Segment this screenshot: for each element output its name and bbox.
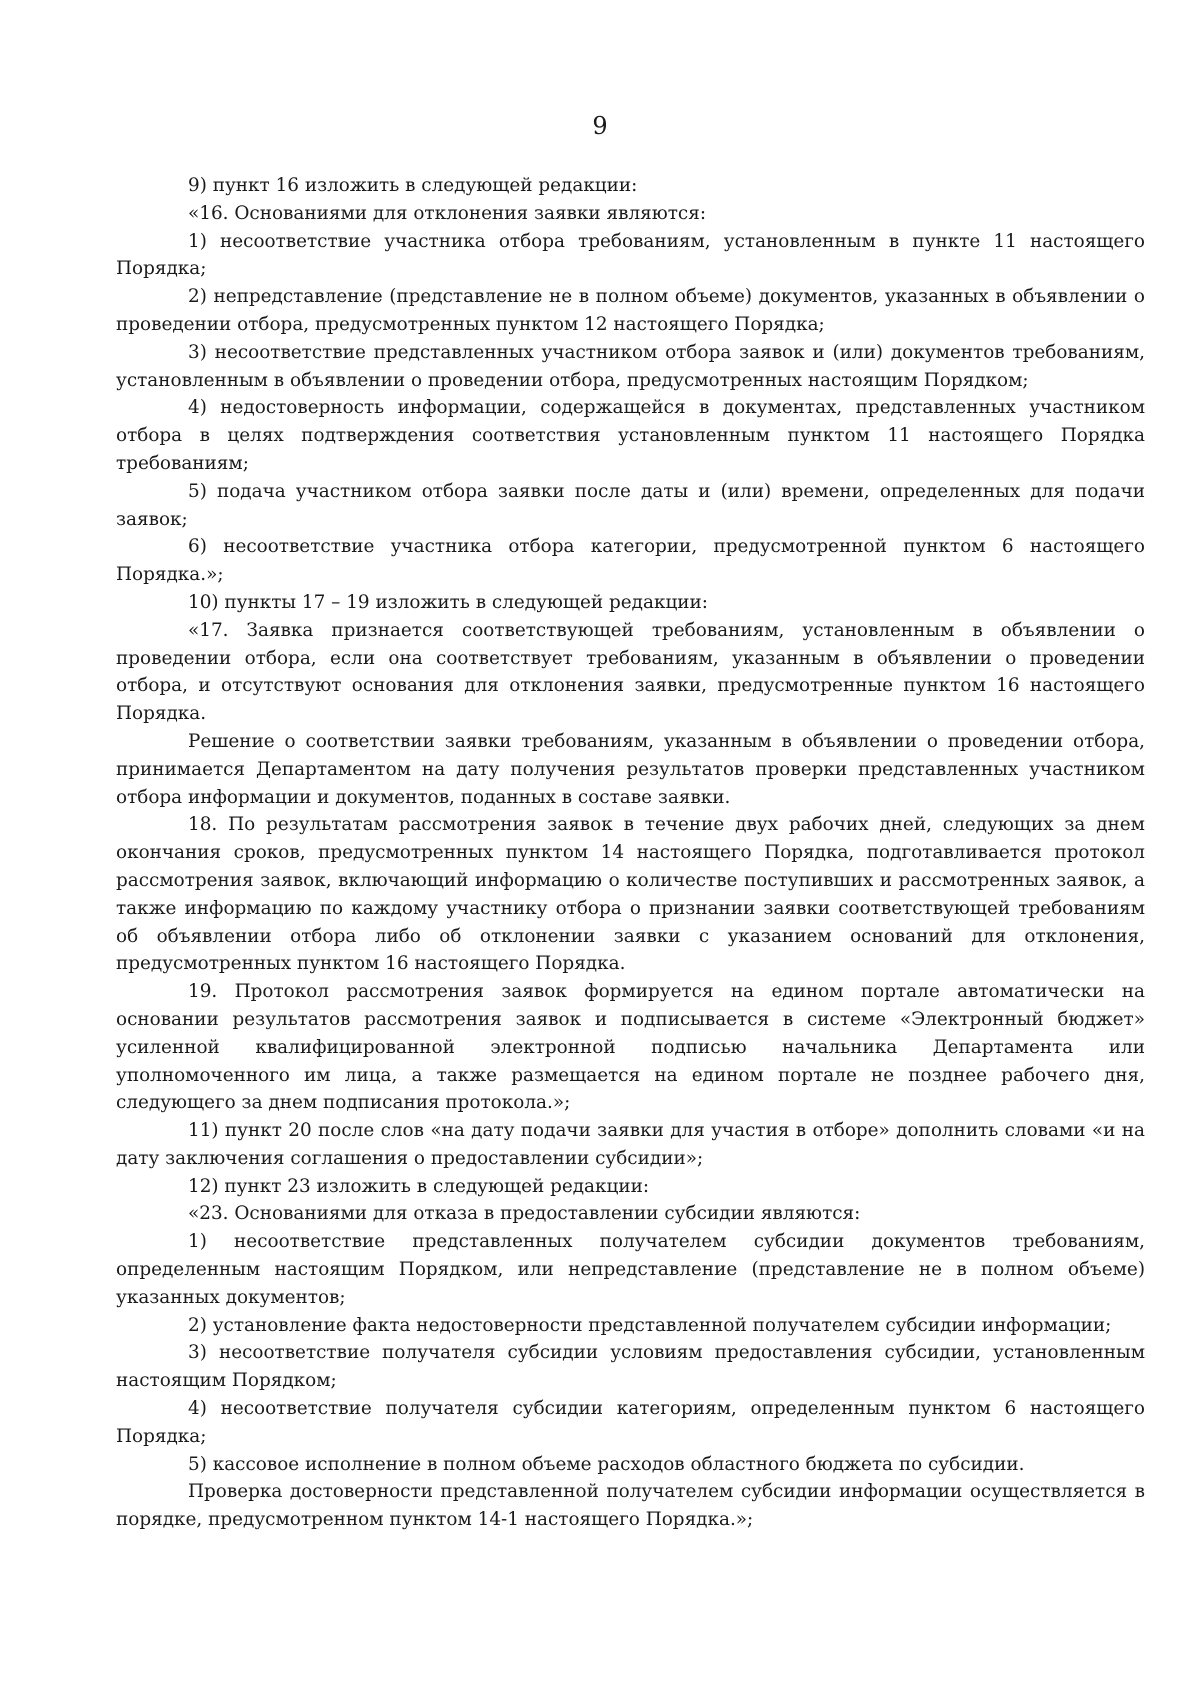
paragraph: 4) недостоверность информации, содержащейся в документах, представленных участником отбора в целях подтверждения соответствия установленным пунктом 11 настоящего Порядка требованиям; bbox=[116, 397, 1145, 474]
paragraph: 5) кассовое исполнение в полном объеме расходов областного бюджета по субсидии. bbox=[188, 1453, 1025, 1475]
paragraph: 6) несоответствие участника отбора категории, предусмотренной пунктом 6 настоящего Порядка.»; bbox=[116, 536, 1145, 586]
paragraph: 18. По результатам рассмотрения заявок в течение двух рабочих дней, следующих за днем окончания сроков, предусмотренных пунктом 14 настоящего Порядка, подготавливается протокол рассмотрения заявок, включающий информацию о количестве поступивших и рассмотренных заявок, а также информацию по каждому участнику отбора о признании заявки соответствующей требованиям об объявлении отбора либо об отклонении заявки с указанием оснований для отклонения, предусмотренных пунктом 16 настоящего Порядка. bbox=[116, 814, 1145, 975]
paragraph: «16. Основаниями для отклонения заявки являются: bbox=[188, 202, 707, 224]
paragraph: 4) несоответствие получателя субсидии категориям, определенным пунктом 6 настоящего Порядка; bbox=[116, 1398, 1145, 1447]
paragraph: 5) подача участником отбора заявки после даты и (или) времени, определенных для подачи заявок; bbox=[116, 480, 1145, 530]
paragraph: «23. Основаниями для отказа в предоставлении субсидии являются: bbox=[188, 1203, 861, 1225]
paragraph: 1) несоответствие представленных получателем субсидии документов требованиям, определенным настоящим Порядком, или непредставление (представление не в полном объеме) указанных документов; bbox=[116, 1231, 1145, 1308]
page-number: 9 bbox=[592, 112, 608, 140]
paragraph: Решение о соответствии заявки требованиям, указанным в объявлении о проведении отбора, принимается Департаментом на дату получения результатов проверки представленных участником отбора информации и документов, поданных в составе заявки. bbox=[116, 730, 1145, 808]
paragraph: 3) несоответствие получателя субсидии условиям предоставления субсидии, установленным настоящим Порядком; bbox=[116, 1342, 1145, 1392]
paragraph: 12) пункт 23 изложить в следующей редакции: bbox=[188, 1175, 650, 1197]
paragraph: 19. Протокол рассмотрения заявок формируется на едином портале автоматически на основании результатов рассмотрения заявок и подписывается в системе «Электронный бюджет» усиленной квалифицированной электронной подписью начальника Департамента или уполномоченного им лица, а также размещается на едином портале не позднее рабочего дня, следующего за днем подписания протокола.»; bbox=[116, 981, 1145, 1114]
paragraph: 10) пункты 17 – 19 изложить в следующей редакции: bbox=[188, 591, 708, 613]
paragraph: 11) пункт 20 после слов «на дату подачи заявки для участия в отборе» дополнить словами «и на дату заключения соглашения о предоставлении субсидии»; bbox=[116, 1120, 1145, 1169]
paragraph: 9) пункт 16 изложить в следующей редакции: bbox=[188, 175, 638, 196]
paragraph: Проверка достоверности представленной получателем субсидии информации осуществляется в порядке, предусмотренном пунктом 14-1 настоящего Порядка.»; bbox=[116, 1481, 1145, 1531]
paragraph: 3) несоответствие представленных участником отбора заявок и (или) документов требованиям, установленным в объявлении о проведении отбора, предусмотренных настоящим Порядком; bbox=[116, 341, 1145, 391]
paragraph: 2) установление факта недостоверности представленной получателем субсидии информации; bbox=[188, 1314, 1112, 1336]
document-body bbox=[116, 172, 1145, 1534]
paragraph: 2) непредставление (представление не в полном объеме) документов, указанных в объявлении о проведении отбора, предусмотренных пунктом 12 настоящего Порядка; bbox=[116, 286, 1145, 335]
paragraph: «17. Заявка признается соответствующей требованиям, установленным в объявлении о проведении отбора, если она соответствует требованиям, указанным в объявлении о проведении отбора, и отсутствуют основания для отклонения заявки, предусмотренные пунктом 16 настоящего Порядка. bbox=[116, 619, 1145, 725]
paragraph: 1) несоответствие участника отбора требованиям, установленным в пункте 11 настоящего Порядка; bbox=[116, 230, 1145, 280]
